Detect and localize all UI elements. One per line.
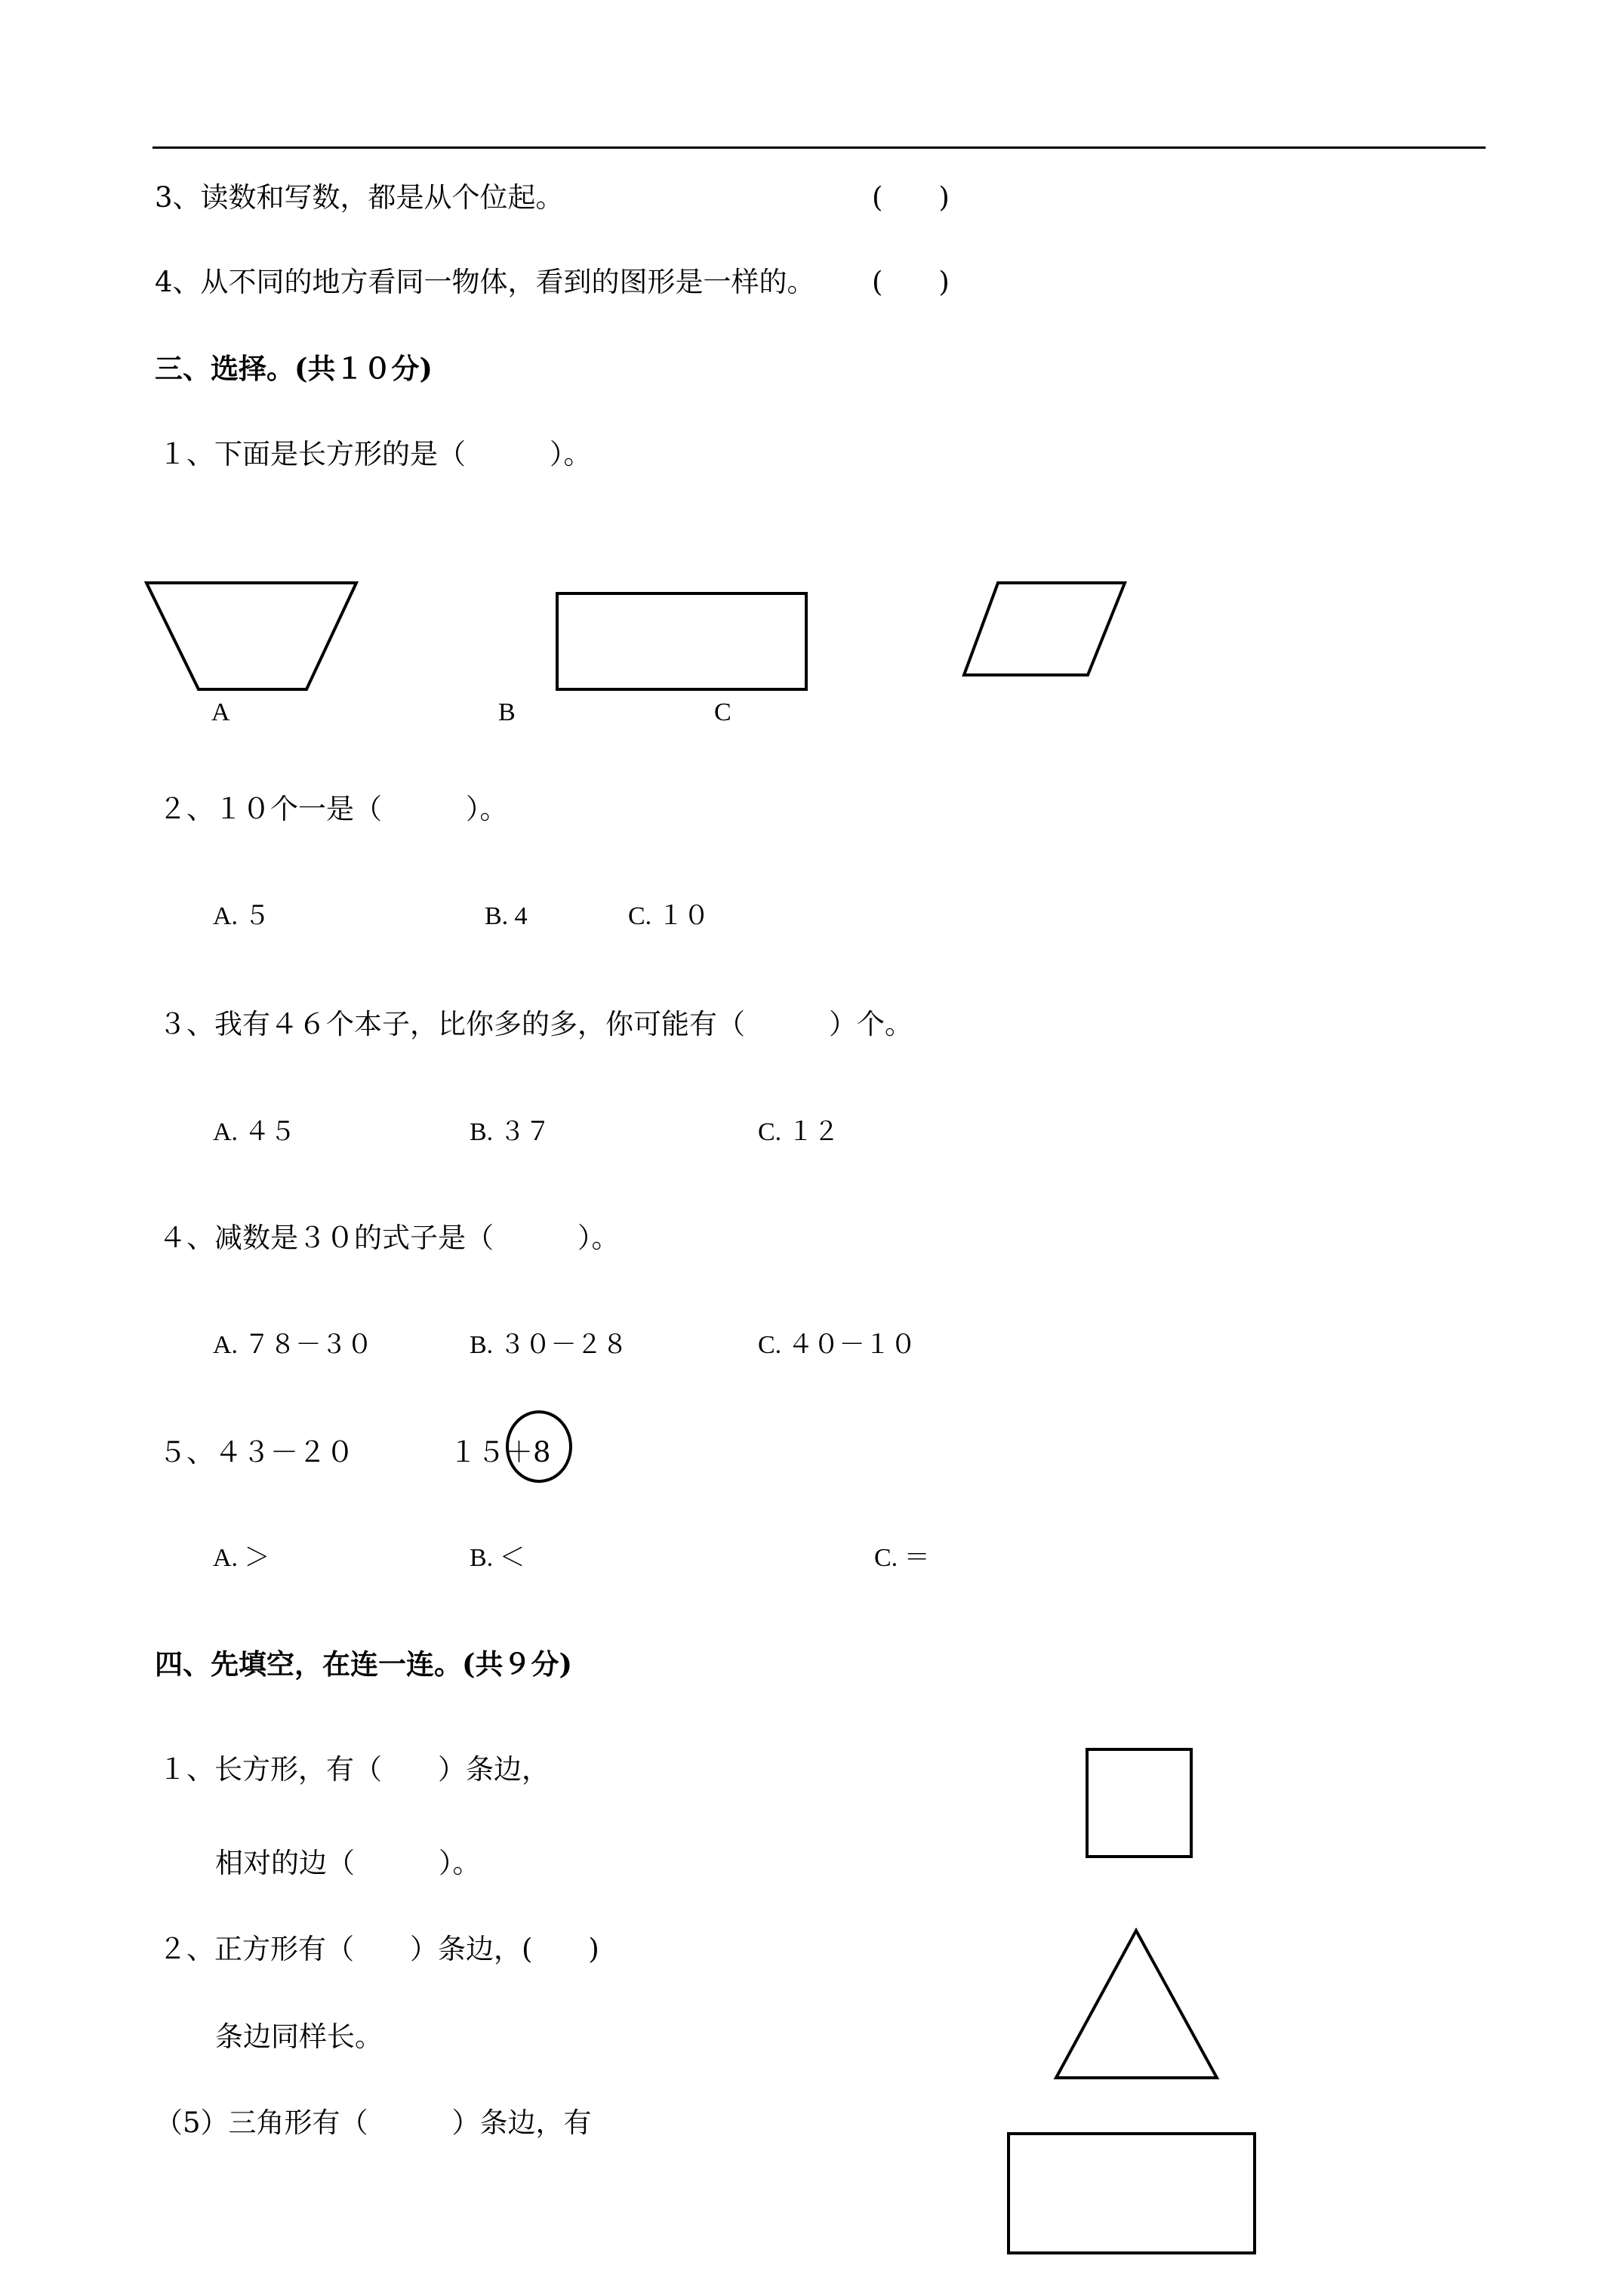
judge-q3-blank: ( ) [872,181,950,214]
s3-q1-label-b: B [498,698,516,726]
s3-q2-text: ２、１０个一是（ ）。 [159,793,508,825]
s3-q4-option-c: C. ４０－１０ [758,1331,916,1359]
s3-q3-option-c: C. １２ [758,1118,839,1146]
judge-q3-text: 3、读数和写数，都是从个位起。 [155,181,564,214]
square-shape [1087,1749,1191,1857]
s3-q4-option-b: B. ３０－２８ [470,1331,628,1359]
s3-q2-option-b: B. 4 [485,902,528,930]
s3-q3-option-a: A. ４５ [213,1118,296,1146]
s3-q4-text: ４、减数是３０的式子是（ ）。 [159,1222,620,1254]
s4-q5-line1: （5）三角形有（ ）条边，有 [155,2106,592,2139]
s3-q1-label-a: A [211,698,230,726]
long-rectangle-shape [1009,2134,1255,2253]
s3-q1-label-c: C [714,698,731,726]
rectangle-shape [557,593,806,689]
s4-q2-line2: 条边同样长。 [215,2020,383,2053]
triangle-shape [1056,1931,1217,2078]
s4-q2-line1: ２、正方形有（ ）条边，( ) [159,1933,599,1965]
s3-q2-option-a: A. ５ [213,902,270,930]
s3-q4-option-a: A. ７８－３０ [213,1331,373,1359]
s3-q2-option-c: C. １０ [628,902,710,930]
s3-q5-option-c: C. ＝ [874,1544,930,1572]
section4-heading: 四、先填空，在连一连。(共９分) [155,1647,573,1681]
header-rule [152,146,1486,149]
s3-q1-text: １、下面是长方形的是（ ）。 [159,438,592,470]
s3-q3-text: ３、我有４６个本子，比你多的多，你可能有（ ）个。 [159,1008,913,1040]
parallelogram-shape [964,583,1125,675]
section3-heading: 三、选择。(共１０分) [155,352,433,385]
s3-q5-text: ５、４３－２０ [159,1436,354,1469]
s4-q1-line2: 相对的边（ ）。 [215,1847,481,1879]
trapezoid-shape [146,583,356,689]
judge-q4-text: 4、从不同的地方看同一物体，看到的图形是一样的。 [155,266,815,298]
s3-q5-right-expression: １５＋8 [449,1436,551,1469]
s3-q5-option-a: A. ＞ [213,1544,270,1572]
s4-q1-line1: １、长方形，有（ ）条边， [159,1753,550,1786]
judge-q4-blank: ( ) [872,266,950,298]
s3-q3-option-b: B. ３７ [470,1118,551,1146]
s3-q5-option-b: B. ＜ [470,1544,525,1572]
